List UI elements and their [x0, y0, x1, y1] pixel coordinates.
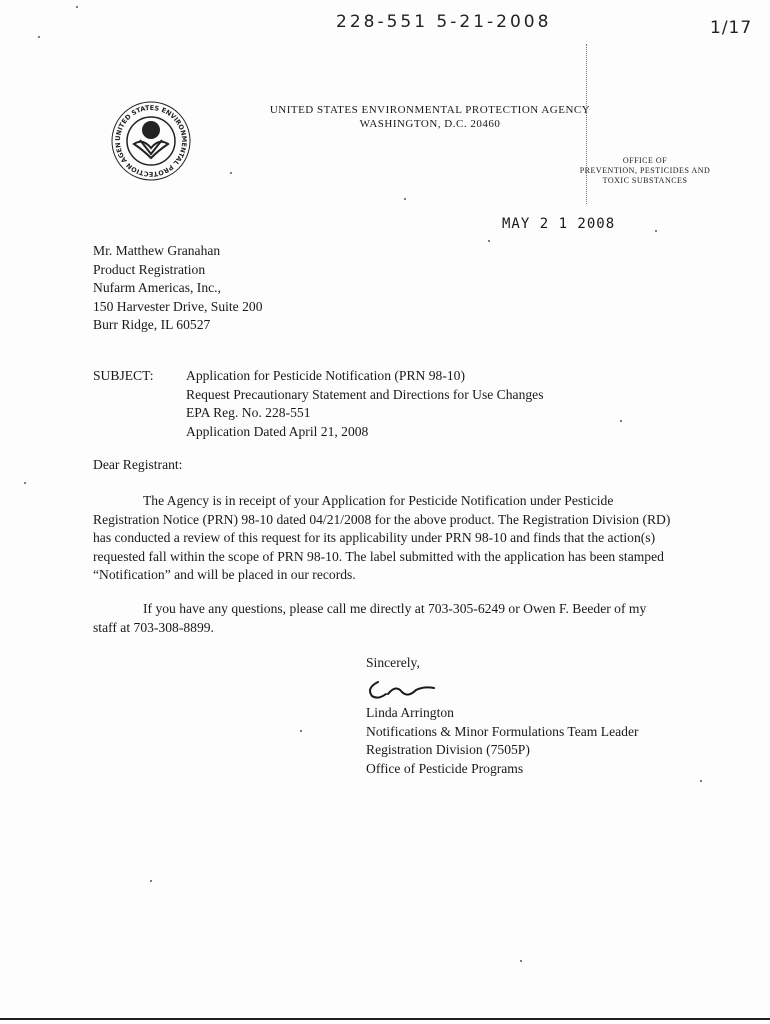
- scan-speck: [488, 240, 490, 242]
- scan-speck: [520, 960, 522, 962]
- office-line-1: OFFICE OF: [622, 156, 668, 165]
- subject-line: Application for Pesticide Notification (PRN 98-10): [186, 368, 465, 383]
- subject-lines: [186, 367, 666, 441]
- office-line-2: PREVENTION, PESTICIDES AND: [579, 166, 711, 175]
- address-line: Nufarm Americas, Inc.,: [93, 280, 221, 295]
- scan-speck: [655, 230, 657, 232]
- office-line-3: TOXIC SUBSTANCES: [602, 176, 688, 185]
- scan-speck: [404, 198, 406, 200]
- closing: Sincerely,: [366, 655, 420, 670]
- handwritten-top-note: 228-551 5-21-2008: [336, 12, 552, 32]
- body-paragraph: If you have any questions, please call me directly at 703-305-6249 or Owen F. Beeder of my staff at 703-308-8899.: [93, 601, 647, 635]
- salutation: Dear Registrant:: [93, 457, 183, 472]
- subject-line: EPA Reg. No. 228-551: [186, 405, 311, 420]
- address-line: Burr Ridge, IL 60527: [93, 317, 211, 332]
- address-line: Product Registration: [93, 261, 206, 277]
- epa-seal-icon: [110, 100, 192, 182]
- scan-speck: [230, 172, 232, 174]
- address-line: 150 Harvester Drive, Suite 200: [93, 298, 263, 314]
- fax-dotted-line: [586, 44, 588, 204]
- seal-text: UNITED STATES ENVIRONMENTAL PROTECTION AGEN: [113, 103, 189, 179]
- handwritten-page-mark: 1/17: [710, 18, 753, 38]
- signer-name: Linda Arrington: [366, 705, 454, 720]
- scan-speck: [700, 780, 702, 782]
- scan-speck: [76, 6, 78, 8]
- scan-speck: [300, 730, 302, 732]
- signer-office: Office of Pesticide Programs: [366, 760, 524, 776]
- agency-name: UNITED STATES ENVIRONMENTAL PROTECTION AGENCY: [269, 104, 591, 116]
- scan-speck: [620, 420, 622, 422]
- recipient-address: [93, 242, 263, 335]
- scan-edge-line: [0, 1018, 770, 1020]
- signature-icon: [364, 676, 444, 704]
- scan-speck: [24, 482, 26, 484]
- signature-block: [366, 704, 639, 778]
- date-stamp: MAY 2 1 2008: [502, 216, 616, 232]
- body-paragraph: The Agency is in receipt of your Application for Pesticide Notification under Pesticide Registration Notice (PRN) 98-10 dated 04/21/2008 for the above product. The Registration Division (RD) has conducted a review of this request for its applicability under PRN 98-10 and finds that the action(s) requested fall within the scope of PRN 98-10. The label submitted with the application has been stamped “Notification” and will be placed in our records.: [93, 493, 671, 582]
- agency-address: WASHINGTON, D.C. 20460: [359, 118, 501, 130]
- subject-label: SUBJECT:: [93, 368, 154, 383]
- signer-division: Registration Division (7505P): [366, 742, 530, 757]
- subject-line: Request Precautionary Statement and Directions for Use Changes: [186, 386, 544, 402]
- signer-title: Notifications & Minor Formulations Team Leader: [366, 723, 639, 739]
- subject-line: Application Dated April 21, 2008: [186, 423, 369, 439]
- address-line: Mr. Matthew Granahan: [93, 243, 221, 258]
- scan-speck: [150, 880, 152, 882]
- scan-speck: [38, 36, 40, 38]
